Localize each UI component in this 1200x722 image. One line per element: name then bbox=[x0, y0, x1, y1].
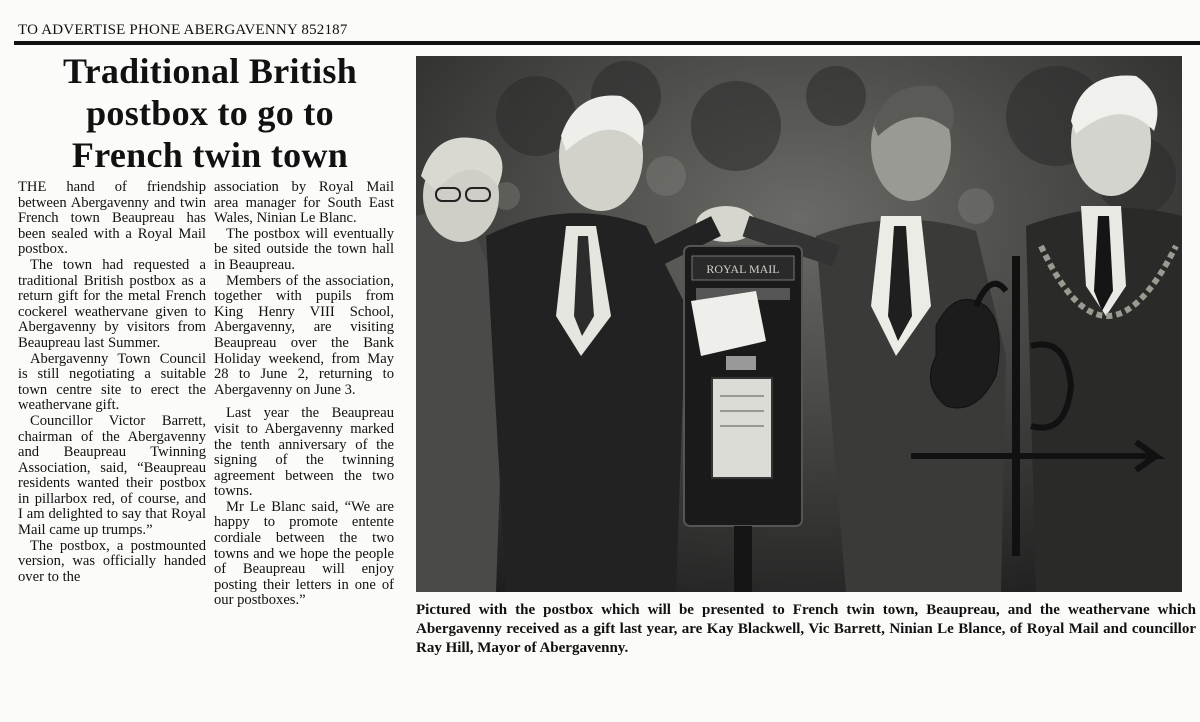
paragraph: Abergavenny Town Council is still negotiating a suitable town centre site to erect the weathervane gift. bbox=[18, 350, 206, 414]
paragraph: The town had requested a traditional British postbox as a return gift for the metal French cockerel weathervane given to Abergavenny by visitors from Beaupreau last Summer. bbox=[18, 256, 206, 351]
paragraph: The postbox will eventually be sited outside the town hall in Beaupreau. bbox=[214, 225, 394, 273]
header-rule bbox=[14, 41, 1200, 45]
advertise-phone-header: TO ADVERTISE PHONE ABERGAVENNY 852187 bbox=[18, 22, 348, 38]
paragraph: Mr Le Blanc said, “We are happy to promote entente cordiale between the two towns and we hope the people of Beaupreau will enjoy posting their letters in one of our postboxes.” bbox=[214, 498, 394, 609]
news-photo bbox=[416, 56, 1182, 592]
headline-line-1: Traditional British bbox=[62, 51, 358, 91]
paragraph: association by Royal Mail area manager for South East Wales, Ninian Le Blanc. bbox=[214, 179, 394, 227]
headline bbox=[18, 50, 402, 176]
article-column-2 bbox=[214, 180, 394, 609]
photo-illustration bbox=[416, 56, 1182, 592]
headline-line-3: French twin town bbox=[71, 135, 349, 175]
article-column-1 bbox=[18, 180, 206, 585]
photo-caption: Pictured with the postbox which will be presented to French twin town, Beaupreau, and the weathervane which Abergavenny received as a gift last year, are Kay Blackwell, Vic Barrett, Ninian Le Blance, of Royal Mail and councillor Ray Hill, Mayor of Abergavenny. bbox=[416, 602, 1196, 656]
headline-line-2: postbox to go to bbox=[86, 93, 334, 133]
paragraph: Last year the Beaupreau visit to Abergavenny marked the tenth anniversary of the signing of the twinning agreement between the two towns. bbox=[214, 405, 394, 500]
paragraph: The postbox, a postmounted version, was officially handed over to the bbox=[18, 537, 206, 585]
person-kay-blackwell bbox=[416, 138, 506, 592]
collection-plate bbox=[712, 378, 772, 478]
postbox-sign: ROYAL MAIL bbox=[706, 262, 780, 276]
paragraph: Councillor Victor Barrett, chairman of the Abergavenny and Beaupreau Twinning Association, said, “Beaupreau residents wanted their postbox in pillarbox red, of course, and I am delighted to say that Royal Mail came up trumps.” bbox=[18, 412, 206, 539]
paragraph: Members of the association, together with pupils from King Henry VIII School, Abergavenny, are visiting Beaupreau over the Bank Holiday weekend, from May 28 to June 2, returning to Abergavenny on June 3. bbox=[214, 272, 394, 398]
postbox-post bbox=[734, 526, 752, 592]
paragraph: THE hand of friendship between Abergavenny and twin French town Beaupreau has been sealed with a Royal Mail postbox. bbox=[18, 179, 206, 258]
